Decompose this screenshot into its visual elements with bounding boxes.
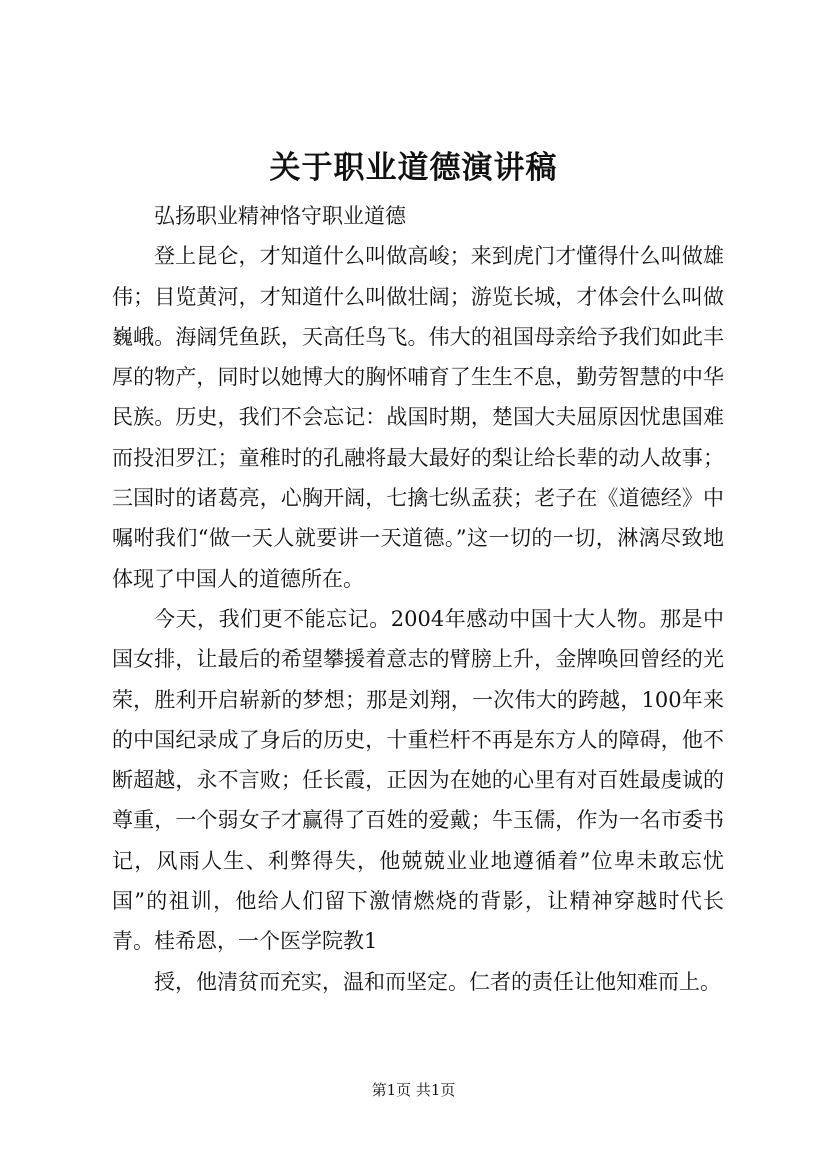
subtitle: 弘扬职业精神恪守职业道德 [154, 204, 406, 228]
document-body [112, 196, 724, 1002]
page-footer: 第1页 共1页 [371, 1081, 456, 1099]
paragraph-2: 今天，我们更不能忘记。2004年感动中国十大人物。那是中国女排，让最后的希望攀援着意志的臂膀上升，金牌唤回曾经的光荣，胜利开启崭新的梦想；那是刘翔，一次伟大的跨越，100年来的中国纪录成了身后的历史，十重栏杆不再是东方人的障碍，他不断超越，永不言败；任长霞，正因为在她的心里有对百姓最虔诚的尊重，一个弱女子才赢得了百姓的爱戴；牛玉儒，作为一名市委书记，风雨人生、利弊得失，他兢兢业业地遵循着”位卑未敢忘忧国”的祖训，他给人们留下激情燃烧的背影，让精神穿越时代长青。桂希恩，一个医学院教1 [112, 606, 724, 954]
paragraph-1: 登上昆仑，才知道什么叫做高峻；来到虎门才懂得什么叫做雄伟；目览黄河，才知道什么叫做壮阔；游览长城，才体会什么叫做巍峨。海阔凭鱼跃，天高任鸟飞。伟大的祖国母亲给予我们如此丰厚的物产，同时以她博大的胸怀哺育了生生不息，勤劳智慧的中华民族。历史，我们不会忘记：战国时期，楚国大夫屈原因忧患国难而投汨罗江；童稚时的孔融将最大最好的梨让给长辈的动人故事；三国时的诸葛亮，心胸开阔，七擒七纵孟获；老子在《道德经》中嘱咐我们“做一天人就要讲一天道德。”这一切的一切，淋漓尽致地体现了中国人的道德所在。 [112, 244, 724, 591]
paragraph-3: 授，他清贫而充实，温和而坚定。仁者的责任让他知难而上。 [154, 969, 721, 994]
page-title: 关于职业道德演讲稿 [269, 150, 558, 186]
